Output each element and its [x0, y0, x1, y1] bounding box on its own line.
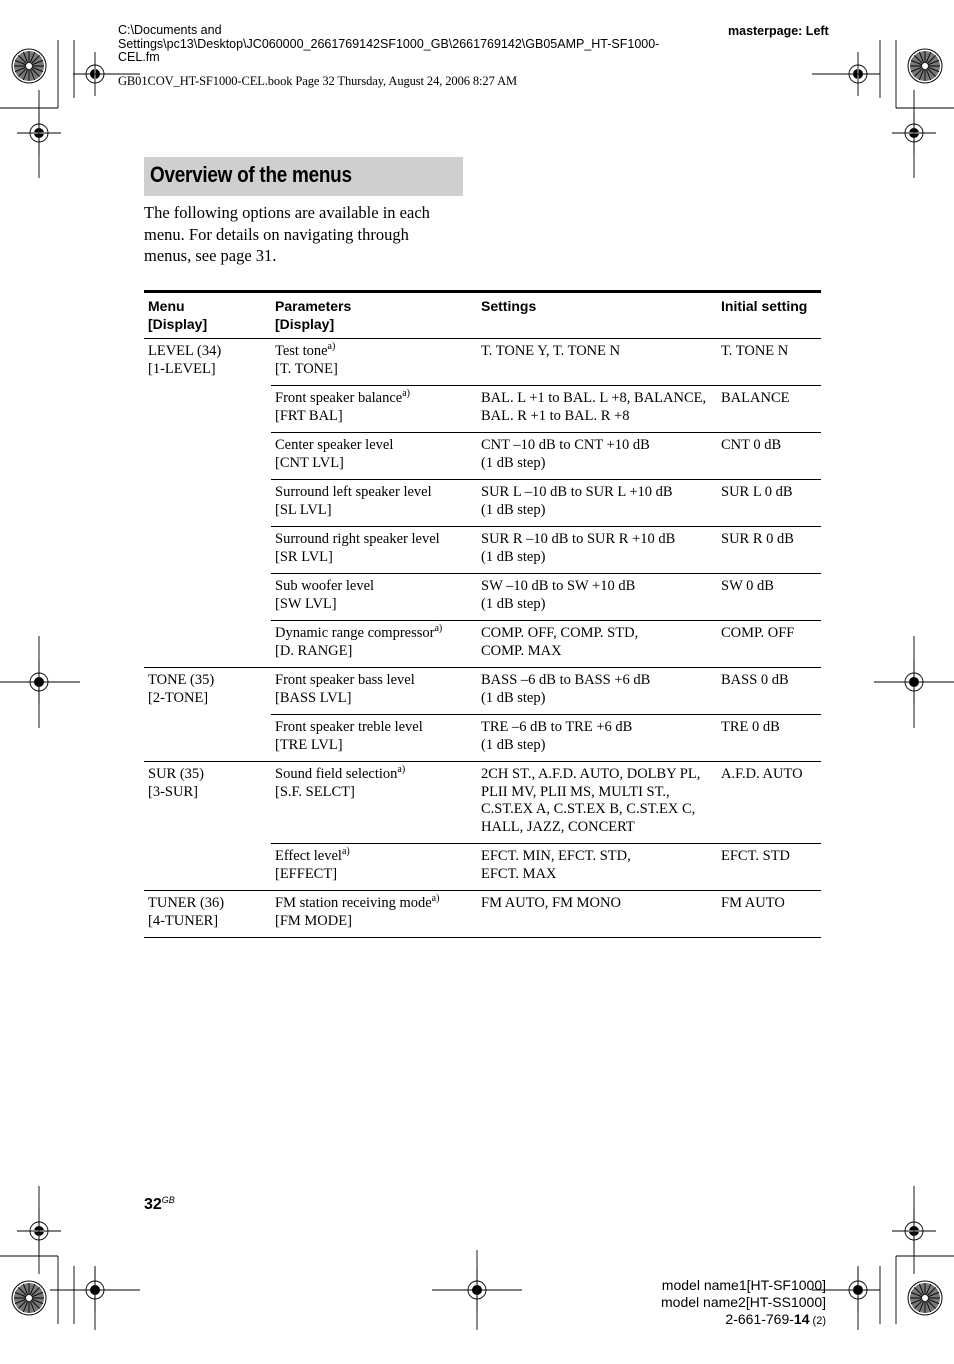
table-row	[144, 668, 821, 715]
settings-cell	[477, 844, 717, 891]
initial-setting-cell: SW 0 dB	[717, 574, 821, 621]
settings-line: C.ST.EX A, C.ST.EX B, C.ST.EX C,	[481, 801, 696, 817]
parameter-display: [FM MODE]	[275, 912, 352, 929]
parameter-display: [SW LVL]	[275, 595, 337, 612]
part-code-bold: 14	[793, 1311, 810, 1327]
settings-line: FM AUTO, FM MONO	[481, 895, 621, 911]
menu-name: TUNER (36)	[148, 895, 225, 911]
table-row	[144, 762, 821, 844]
settings-line: (1 dB step)	[481, 689, 546, 706]
footnote-mark: a)	[402, 388, 411, 399]
menu-cell	[144, 339, 271, 668]
settings-line: BAL. R +1 to BAL. R +8	[481, 407, 630, 424]
initial-setting-cell: T. TONE N	[717, 339, 821, 386]
header-menu-display: [Display]	[148, 315, 208, 332]
file-path-line: C:\Documents and	[118, 23, 222, 37]
initial-setting-cell: CNT 0 dB	[717, 433, 821, 480]
settings-cell	[477, 621, 717, 668]
parameter-name: Sound field selection	[275, 766, 398, 782]
menu-display: [3-SUR]	[148, 783, 198, 800]
parameter-cell	[271, 844, 477, 891]
parameter-name: FM station receiving mode	[275, 895, 432, 911]
footnote-mark: a)	[434, 623, 443, 634]
parameter-display: [TRE LVL]	[275, 736, 343, 753]
menu-overview-table	[144, 290, 821, 938]
header-parameters-label: Parameters	[275, 298, 352, 314]
parameter-cell	[271, 339, 477, 386]
initial-setting-cell: A.F.D. AUTO	[717, 762, 821, 844]
settings-cell	[477, 574, 717, 621]
header-parameters	[271, 292, 477, 339]
page-number	[144, 1195, 175, 1214]
parameter-cell	[271, 433, 477, 480]
section-title: Overview of the menus	[150, 162, 352, 187]
settings-cell	[477, 339, 717, 386]
parameter-display: [T. TONE]	[275, 360, 338, 377]
model-name-1: model name1[HT-SF1000]	[661, 1277, 826, 1293]
settings-cell	[477, 386, 717, 433]
settings-line: (1 dB step)	[481, 736, 546, 753]
parameter-display: [SR LVL]	[275, 548, 333, 565]
parameter-display: [FRT BAL]	[275, 407, 343, 424]
file-path-line: CEL.fm	[118, 50, 160, 64]
settings-line: (1 dB step)	[481, 548, 546, 565]
settings-line: SUR L –10 dB to SUR L +10 dB	[481, 484, 673, 500]
intro-paragraph: The following options are available in each menu. For details on navigating through menus, see page 31.	[144, 203, 430, 265]
parameter-name: Front speaker bass level	[275, 672, 415, 688]
parameter-cell	[271, 668, 477, 715]
settings-line: TRE –6 dB to TRE +6 dB	[481, 719, 633, 735]
settings-line: 2CH ST., A.F.D. AUTO, DOLBY PL,	[481, 766, 701, 782]
parameter-cell	[271, 762, 477, 844]
footnote-mark: a)	[341, 846, 350, 857]
parameter-cell	[271, 891, 477, 938]
settings-cell	[477, 762, 717, 844]
parameter-display: [SL LVL]	[275, 501, 332, 518]
masterpage-label: masterpage: Left	[728, 24, 829, 38]
table-header-row	[144, 292, 821, 339]
menu-cell	[144, 762, 271, 891]
settings-line: (1 dB step)	[481, 501, 546, 518]
file-path-line: Settings\pc13\Desktop\JC060000_2661769142SF1000_GB\2661769142\GB05AMP_HT-SF1000-	[118, 36, 660, 51]
settings-line: HALL, JAZZ, CONCERT	[481, 818, 635, 835]
section-heading	[144, 157, 463, 196]
initial-setting-cell: SUR R 0 dB	[717, 527, 821, 574]
settings-line: COMP. MAX	[481, 642, 562, 659]
footnote-mark: a)	[431, 893, 440, 904]
page-number-value: 32	[144, 1196, 162, 1213]
initial-setting-cell: TRE 0 dB	[717, 715, 821, 762]
settings-line: SUR R –10 dB to SUR R +10 dB	[481, 531, 676, 547]
settings-cell	[477, 715, 717, 762]
file-path	[118, 24, 708, 65]
header-settings: Settings	[477, 292, 717, 339]
menu-display: [1-LEVEL]	[148, 360, 216, 377]
settings-line: EFCT. MAX	[481, 865, 557, 882]
table-row	[144, 891, 821, 938]
model-name-2: model name2[HT-SS1000]	[661, 1294, 826, 1310]
settings-line: PLII MV, PLII MS, MULTI ST.,	[481, 783, 670, 800]
parameter-name: Front speaker balance	[275, 390, 403, 406]
parameter-cell	[271, 527, 477, 574]
parameter-cell	[271, 621, 477, 668]
settings-line: (1 dB step)	[481, 595, 546, 612]
settings-line: SW –10 dB to SW +10 dB	[481, 578, 636, 594]
parameter-name: Effect level	[275, 848, 342, 864]
part-code	[661, 1311, 826, 1330]
header-parameters-display: [Display]	[275, 315, 335, 332]
settings-cell	[477, 668, 717, 715]
page-number-suffix: GB	[161, 1195, 175, 1205]
parameter-name: Center speaker level	[275, 437, 394, 453]
parameter-name: Dynamic range compressor	[275, 625, 435, 641]
parameter-name: Test tone	[275, 343, 328, 359]
menu-name: LEVEL (34)	[148, 343, 222, 359]
settings-line: BAL. L +1 to BAL. L +8, BALANCE,	[481, 390, 707, 406]
menu-cell	[144, 891, 271, 938]
settings-cell	[477, 527, 717, 574]
initial-setting-cell: BALANCE	[717, 386, 821, 433]
initial-setting-cell: SUR L 0 dB	[717, 480, 821, 527]
menu-name: SUR (35)	[148, 766, 204, 782]
parameter-display: [D. RANGE]	[275, 642, 353, 659]
initial-setting-cell: FM AUTO	[717, 891, 821, 938]
menu-display: [2-TONE]	[148, 689, 209, 706]
parameter-cell	[271, 386, 477, 433]
settings-line: COMP. OFF, COMP. STD,	[481, 625, 639, 641]
parameter-display: [EFFECT]	[275, 865, 338, 882]
footnote-mark: a)	[397, 764, 406, 775]
table-row	[144, 339, 821, 386]
settings-line: EFCT. MIN, EFCT. STD,	[481, 848, 631, 864]
settings-cell	[477, 480, 717, 527]
settings-line: T. TONE Y, T. TONE N	[481, 343, 621, 359]
parameter-name: Surround left speaker level	[275, 484, 432, 500]
settings-cell	[477, 891, 717, 938]
model-footer	[661, 1277, 826, 1330]
parameter-name: Front speaker treble level	[275, 719, 423, 735]
table-body	[144, 339, 821, 938]
parameter-cell	[271, 574, 477, 621]
menu-name: TONE (35)	[148, 672, 215, 688]
initial-setting-cell: COMP. OFF	[717, 621, 821, 668]
header-menu-label: Menu	[148, 298, 185, 314]
parameter-cell	[271, 715, 477, 762]
parameter-display: [CNT LVL]	[275, 454, 344, 471]
parameter-display: [S.F. SELCT]	[275, 783, 355, 800]
parameter-cell	[271, 480, 477, 527]
part-code-prefix: 2-661-769-	[725, 1311, 794, 1327]
book-info-line: GB01COV_HT-SF1000-CEL.book Page 32 Thursday, August 24, 2006 8:27 AM	[118, 74, 518, 88]
settings-line: BASS –6 dB to BASS +6 dB	[481, 672, 651, 688]
menu-cell	[144, 668, 271, 762]
settings-cell	[477, 433, 717, 480]
initial-setting-cell: EFCT. STD	[717, 844, 821, 891]
part-code-suffix: (2)	[809, 1315, 826, 1327]
parameter-name: Sub woofer level	[275, 578, 375, 594]
settings-line: CNT –10 dB to CNT +10 dB	[481, 437, 650, 453]
initial-setting-cell: BASS 0 dB	[717, 668, 821, 715]
menu-display: [4-TUNER]	[148, 912, 219, 929]
settings-line: (1 dB step)	[481, 454, 546, 471]
header-initial-setting: Initial setting	[717, 292, 821, 339]
parameter-name: Surround right speaker level	[275, 531, 440, 547]
parameter-display: [BASS LVL]	[275, 689, 352, 706]
header-menu	[144, 292, 271, 339]
footnote-mark: a)	[327, 341, 336, 352]
